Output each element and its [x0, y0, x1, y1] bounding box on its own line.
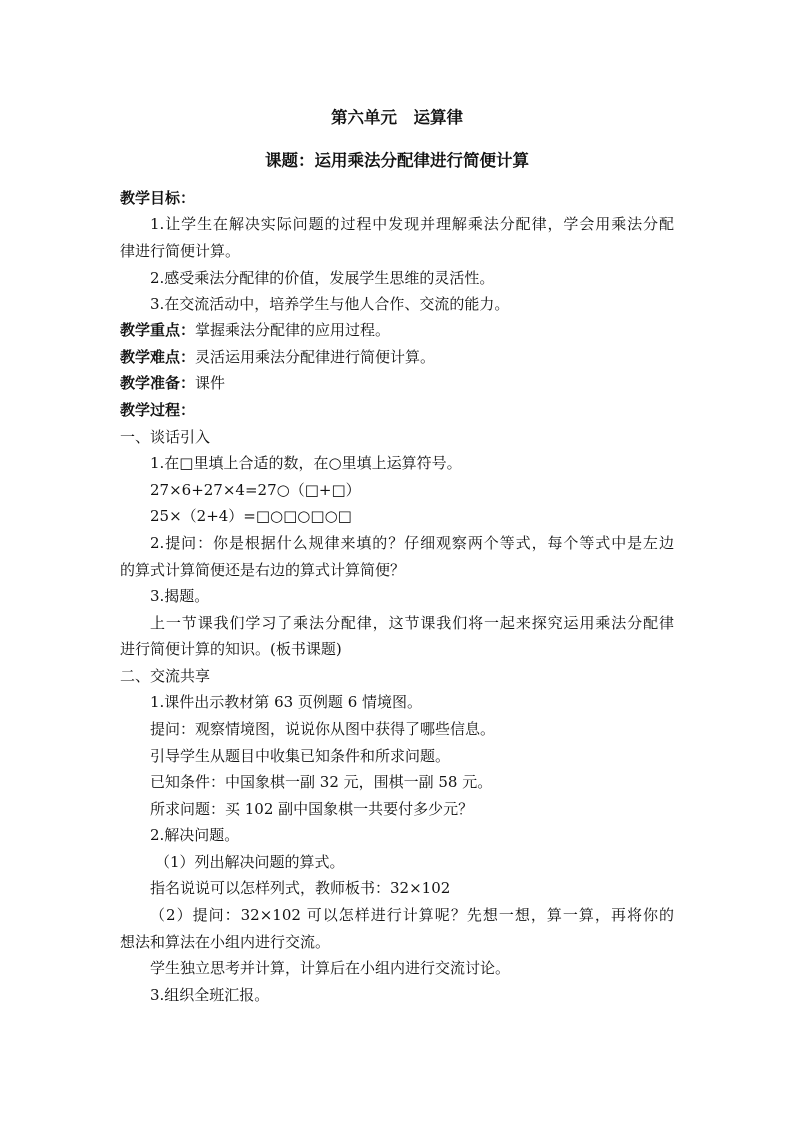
part1-step-3: 3.揭题。	[150, 587, 210, 605]
objective-2: 2.感受乘法分配律的价值，发展学生思维的灵活性。	[150, 269, 495, 287]
part2-question: 提问：观察情境图，说说你从图中获得了哪些信息。	[150, 720, 496, 738]
part2-board-writing: 指名说说可以怎样列式，教师板书：32×102	[150, 879, 451, 897]
objective-3: 3.在交流活动中，培养学生与他人合作、交流的能力。	[150, 295, 510, 313]
difficulty-line	[120, 347, 435, 367]
part2-substep-1: （1）列出解决问题的算式。	[155, 853, 345, 871]
part2-step-2: 2.解决问题。	[150, 826, 240, 844]
part2-guide: 引导学生从题目中收集已知条件和所求问题。	[150, 747, 451, 765]
difficulty-text: 灵活运用乘法分配律进行简便计算。	[195, 348, 436, 366]
unit-title: 第六单元 运算律	[331, 108, 463, 127]
part2-heading: 二、交流共享	[120, 667, 211, 685]
part1-equation-1: 27×6+27×4=27○（□+□）	[150, 481, 361, 499]
preparation-text: 课件	[195, 374, 226, 392]
focus-label: 教学重点：	[120, 321, 196, 339]
process-heading: 教学过程：	[120, 401, 196, 419]
objective-1-line-1: 1.让学生在解决实际问题的过程中发现并理解乘法分配律，学会用乘法分配	[150, 215, 674, 233]
part2-step-3: 3.组织全班汇报。	[150, 986, 270, 1004]
part1-step-2-line-1: 2.提问：你是根据什么规律来填的？仔细观察两个等式，每个等式中是左边	[150, 534, 674, 552]
preparation-line	[120, 373, 225, 393]
part2-known-conditions: 已知条件：中国象棋一副 32 元，围棋一副 58 元。	[150, 773, 493, 791]
focus-text: 掌握乘法分配律的应用过程。	[195, 321, 391, 339]
part1-step-1: 1.在□里填上合适的数，在○里填上运算符号。	[150, 454, 462, 472]
objectives-heading: 教学目标：	[120, 189, 196, 207]
part1-equation-2: 25×（2+4）=□○□○□○□	[150, 507, 352, 525]
part1-heading: 一、谈话引入	[120, 428, 211, 446]
focus-line	[120, 320, 390, 340]
part2-substep-2-line-2: 想法和算法在小组内进行交流。	[120, 933, 331, 951]
objective-1-line-2: 律进行简便计算。	[120, 242, 241, 260]
part2-substep-2-line-1: （2）提问：32×102 可以怎样进行计算呢？先想一想，算一算，再将你的	[150, 906, 674, 924]
part1-paragraph-line-2: 进行简便计算的知识。(板书课题)	[120, 640, 342, 658]
part1-paragraph-line-1: 上一节课我们学习了乘法分配律，这节课我们将一起来探究运用乘法分配律	[150, 614, 674, 632]
part2-step-1: 1.课件出示教材第 63 页例题 6 情境图。	[150, 693, 423, 711]
preparation-label: 教学准备：	[120, 374, 196, 392]
lesson-title: 课题：运用乘法分配律进行简便计算	[265, 151, 529, 170]
difficulty-label: 教学难点：	[120, 348, 196, 366]
part2-independent-thinking: 学生独立思考并计算，计算后在小组内进行交流讨论。	[150, 959, 511, 977]
part1-step-2-line-2: 的算式计算简便还是右边的算式计算简便？	[120, 561, 406, 579]
part2-asked-question: 所求问题：买 102 副中国象棋一共要付多少元？	[150, 800, 474, 818]
